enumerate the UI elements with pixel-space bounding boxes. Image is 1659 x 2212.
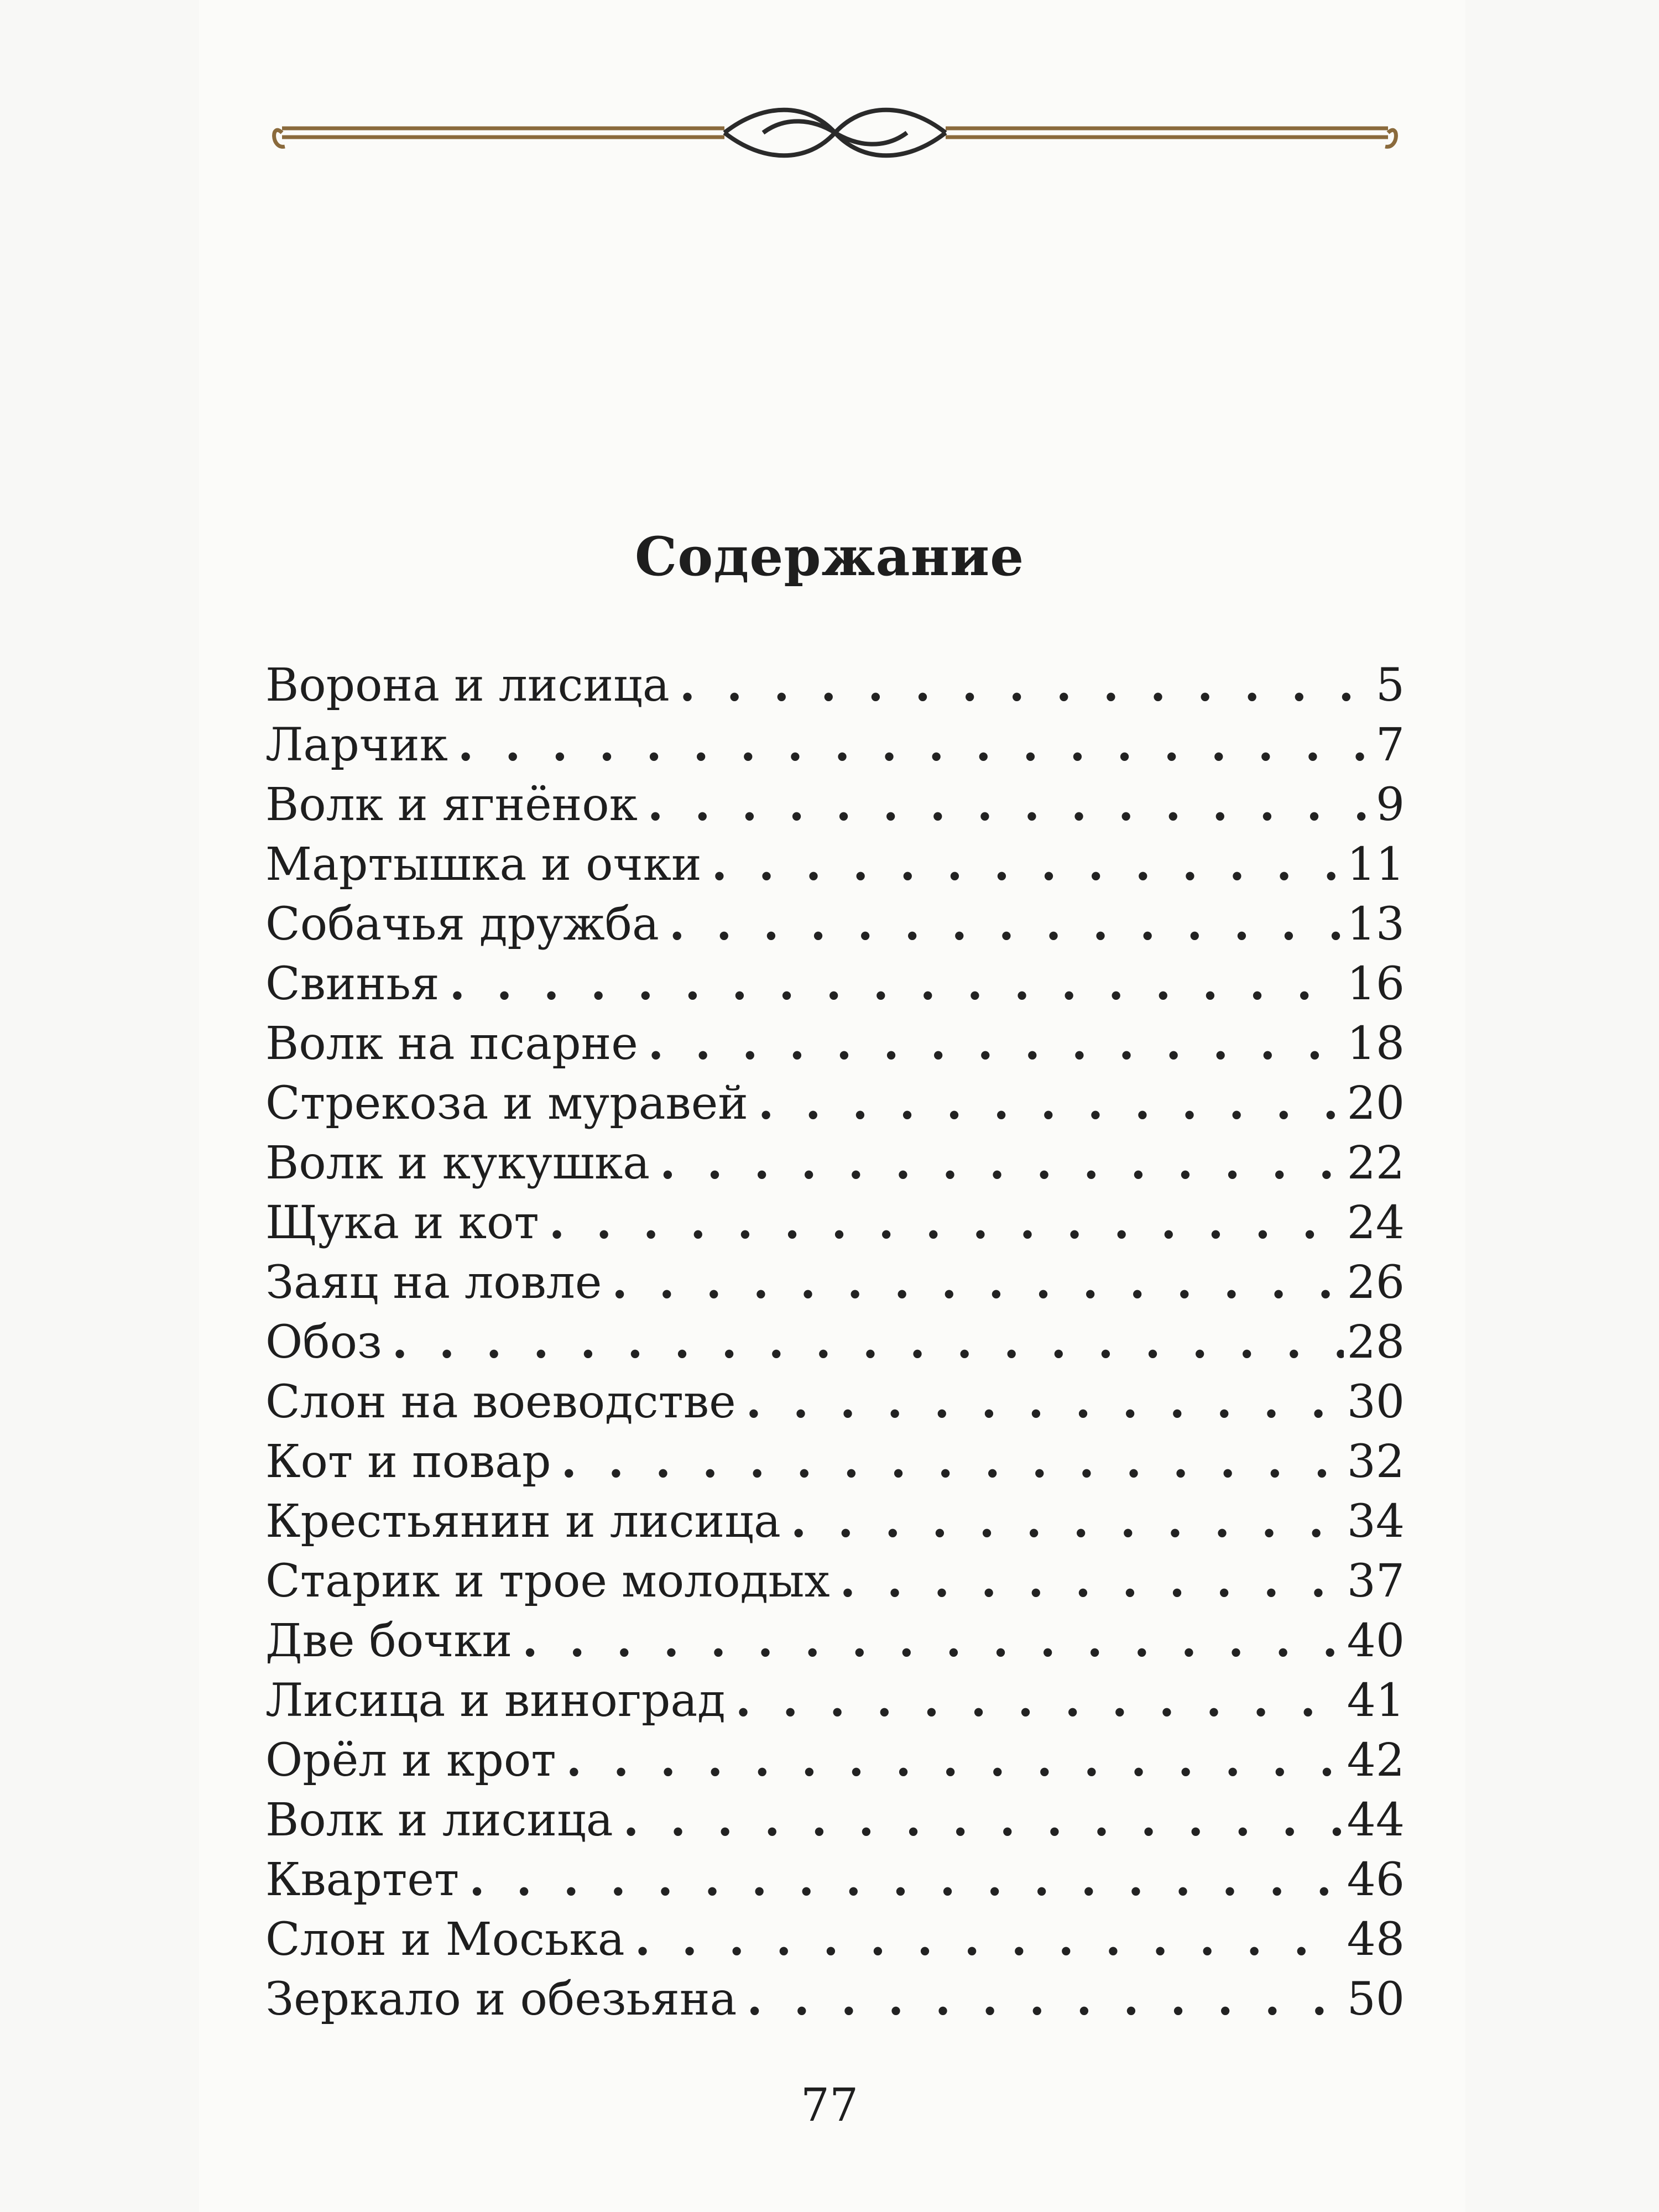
toc-leader-dots [522, 1611, 1343, 1671]
toc-entry [265, 775, 1405, 834]
toc-entry [265, 1133, 1405, 1193]
toc-entry-page: 16 [1347, 958, 1405, 1010]
toc-entry [265, 1014, 1405, 1073]
toc-leader-dots [612, 1253, 1343, 1312]
toc-leader-dots [669, 894, 1344, 954]
toc-entry [265, 1671, 1405, 1730]
toc-leader-dots [680, 655, 1373, 715]
toc-leader-dots [623, 1790, 1344, 1850]
toc-entry-page: 42 [1347, 1734, 1405, 1787]
toc-heading: Содержание [634, 525, 1025, 588]
toc-entry-title: Две бочки [265, 1615, 513, 1667]
toc-leader-dots [469, 1850, 1343, 1910]
toc-entry-page: 22 [1347, 1137, 1405, 1190]
toc-entry-page: 48 [1347, 1913, 1405, 1966]
toc-entry-page: 24 [1347, 1197, 1405, 1249]
toc-entry [265, 1372, 1405, 1432]
toc-leader-dots [566, 1730, 1344, 1790]
toc-entry-title: Слон на воеводстве [265, 1376, 736, 1428]
toc-leader-dots [746, 1372, 1344, 1432]
toc-entry [265, 1730, 1405, 1790]
toc-entry [265, 1432, 1405, 1491]
toc-entry-title: Свинья [265, 958, 440, 1010]
toc-entry-title: Собачья дружба [265, 898, 659, 951]
toc-leader-dots [758, 1073, 1344, 1133]
toc-leader-dots [458, 715, 1373, 775]
toc-leader-dots [791, 1491, 1344, 1551]
toc-entry [265, 894, 1405, 954]
toc-entry-title: Слон и Моська [265, 1913, 625, 1966]
toc-entry-title: Мартышка и очки [265, 838, 702, 891]
toc-entry [265, 1910, 1405, 1969]
toc-entry-page: 32 [1347, 1436, 1405, 1488]
toc-entry-page: 7 [1375, 719, 1405, 771]
toc-entry-page: 20 [1347, 1077, 1405, 1130]
toc-entry-title: Ворона и лисица [265, 659, 670, 712]
toc-entry [265, 1850, 1405, 1910]
toc-entry-page: 13 [1347, 898, 1405, 951]
toc-leader-dots [648, 1014, 1344, 1073]
toc-entry-title: Обоз [265, 1316, 382, 1369]
toc-entry-title: Крестьянин и лисица [265, 1495, 781, 1548]
toc-entry [265, 1551, 1405, 1611]
toc-entry-page: 41 [1347, 1674, 1405, 1727]
toc-leader-dots [450, 954, 1344, 1014]
toc-entry [265, 1193, 1405, 1253]
toc-entry-title: Лисица и виноград [265, 1674, 726, 1727]
toc-entry [265, 1491, 1405, 1551]
toc-leader-dots [712, 834, 1344, 894]
toc-entry [265, 954, 1405, 1014]
toc-entry-title: Стрекоза и муравей [265, 1077, 748, 1130]
toc-entry [265, 1312, 1405, 1372]
toc-leader-dots [735, 1671, 1344, 1730]
toc-entry-page: 11 [1347, 838, 1405, 891]
toc-leader-dots [747, 1969, 1343, 2029]
toc-entry-page: 18 [1347, 1018, 1405, 1070]
toc-entry [265, 1253, 1405, 1312]
toc-entry-title: Старик и трое молодых [265, 1555, 830, 1608]
header-ornament [265, 100, 1405, 166]
toc-entry-page: 30 [1347, 1376, 1405, 1428]
toc-leader-dots [561, 1432, 1344, 1491]
toc-entry-title: Зеркало и обезьяна [265, 1973, 737, 2026]
toc-entry-page: 9 [1375, 779, 1405, 831]
toc-entry-page: 5 [1375, 659, 1405, 712]
toc-entry-page: 34 [1347, 1495, 1405, 1548]
toc-entry-title: Волк и кукушка [265, 1137, 650, 1190]
toc-leader-dots [549, 1193, 1344, 1253]
toc-entry [265, 834, 1405, 894]
toc-entry [265, 1073, 1405, 1133]
toc-entry-page: 46 [1347, 1854, 1405, 1906]
toc-entry-title: Кот и повар [265, 1436, 551, 1488]
toc-entry-title: Квартет [265, 1854, 460, 1906]
toc-entry-page: 44 [1347, 1794, 1405, 1846]
toc-entry-title: Волк на псарне [265, 1018, 638, 1070]
toc-entry-title: Заяц на ловле [265, 1256, 602, 1309]
toc-entry-title: Орёл и крот [265, 1734, 556, 1787]
toc-entry-title: Щука и кот [265, 1197, 539, 1249]
toc-entry-page: 40 [1347, 1615, 1405, 1667]
toc-entry-page: 37 [1347, 1555, 1405, 1608]
toc-entry-title: Волк и лисица [265, 1794, 613, 1846]
toc-leader-dots [840, 1551, 1344, 1611]
toc-entry-title: Ларчик [265, 719, 448, 771]
page-number: 77 [800, 2079, 859, 2132]
toc-entry-page: 50 [1347, 1973, 1405, 2026]
toc-entry [265, 655, 1405, 715]
toc-entry-title: Волк и ягнёнок [265, 779, 638, 831]
toc-entry [265, 1969, 1405, 2029]
toc-leader-dots [648, 775, 1373, 834]
toc-entry-page: 28 [1347, 1316, 1405, 1369]
toc-entry [265, 1611, 1405, 1671]
toc-entry-page: 26 [1347, 1256, 1405, 1309]
toc-entry [265, 715, 1405, 775]
toc-leader-dots [635, 1910, 1344, 1969]
toc-leader-dots [392, 1312, 1344, 1372]
toc-entry [265, 1790, 1405, 1850]
table-of-contents [265, 655, 1405, 2029]
toc-leader-dots [660, 1133, 1344, 1193]
